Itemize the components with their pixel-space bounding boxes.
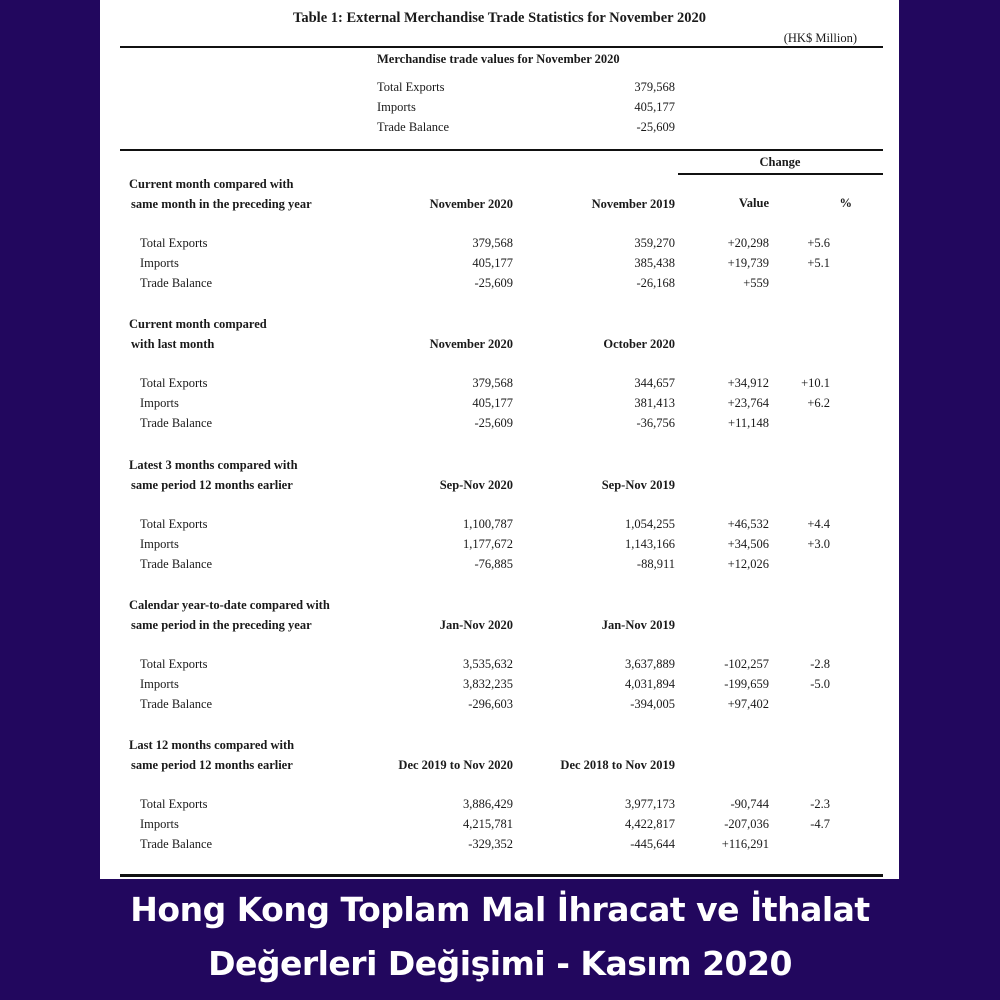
row-change-value: +116,291 [721,837,769,851]
row-comparison-value: 1,054,255 [625,517,675,531]
row-label: Imports [140,537,179,551]
summary-label: Imports [377,100,416,114]
bottom-rule [120,874,883,877]
row-change-percent: +5.6 [807,236,830,250]
column-header-current: Sep-Nov 2020 [439,478,513,492]
row-label: Total Exports [140,657,208,671]
row-current-value: 1,177,672 [463,537,513,551]
section-heading-line-2: same month in the preceding year [131,197,312,211]
row-change-value: +97,402 [727,697,769,711]
row-label: Trade Balance [140,416,213,430]
row-comparison-value: -445,644 [630,837,675,851]
row-change-percent: -4.7 [810,817,830,831]
document-panel [100,0,899,879]
row-current-value: -329,352 [468,837,513,851]
row-comparison-value: -394,005 [630,697,675,711]
row-comparison-value: -88,911 [636,557,675,571]
section-heading-line-1: Current month compared with [129,177,294,191]
row-comparison-value: 344,657 [634,376,675,390]
row-current-value: -296,603 [468,697,513,711]
row-comparison-value: 3,637,889 [625,657,675,671]
row-comparison-value: 4,422,817 [625,817,675,831]
row-label: Imports [140,396,179,410]
value-header: Value [738,196,769,210]
row-change-value: +19,739 [727,256,769,270]
column-header-current: Dec 2019 to Nov 2020 [398,758,513,772]
row-label: Total Exports [140,517,208,531]
row-comparison-value: -26,168 [636,276,675,290]
section-heading-line-1: Current month compared [129,317,267,331]
row-current-value: 405,177 [472,396,513,410]
change-header: Change [759,155,801,169]
summary-rule [120,149,883,151]
row-change-value: +23,764 [727,396,769,410]
row-change-percent: -2.8 [810,657,830,671]
row-change-value: -199,659 [724,677,769,691]
row-comparison-value: 1,143,166 [625,537,675,551]
section-heading-line-2: with last month [131,337,215,351]
summary-value: 405,177 [634,100,675,114]
summary-value: -25,609 [636,120,675,134]
column-header-comparison: November 2019 [591,197,675,211]
summary-label: Trade Balance [377,120,450,134]
table-title: Table 1: External Merchandise Trade Statistics for November 2020 [293,10,706,26]
top-rule [120,46,883,48]
row-change-percent: -5.0 [810,677,830,691]
row-comparison-value: 4,031,894 [625,677,675,691]
row-change-percent: +3.0 [807,537,830,551]
row-label: Trade Balance [140,276,213,290]
row-comparison-value: 381,413 [634,396,675,410]
row-label: Total Exports [140,797,208,811]
column-header-comparison: Dec 2018 to Nov 2019 [560,758,675,772]
row-label: Total Exports [140,236,208,250]
row-label: Imports [140,256,179,270]
summary-heading: Merchandise trade values for November 2020 [377,52,620,66]
row-label: Trade Balance [140,837,213,851]
row-current-value: 379,568 [472,376,513,390]
row-change-percent: +5.1 [807,256,830,270]
row-change-percent: +6.2 [807,396,830,410]
row-change-value: +20,298 [727,236,769,250]
row-comparison-value: 359,270 [634,236,675,250]
row-current-value: 4,215,781 [463,817,513,831]
row-change-percent: +10.1 [801,376,830,390]
column-header-current: November 2020 [429,337,513,351]
row-change-value: +46,532 [727,517,769,531]
column-header-current: Jan-Nov 2020 [439,618,513,632]
row-label: Imports [140,817,179,831]
row-current-value: 379,568 [472,236,513,250]
row-change-percent: +4.4 [807,517,830,531]
summary-value: 379,568 [634,80,675,94]
row-change-value: -102,257 [724,657,769,671]
row-current-value: 3,886,429 [463,797,513,811]
section-heading-line-1: Latest 3 months compared with [129,458,298,472]
row-label: Imports [140,677,179,691]
row-current-value: -76,885 [474,557,513,571]
row-comparison-value: 385,438 [634,256,675,270]
row-label: Total Exports [140,376,208,390]
row-current-value: -25,609 [474,276,513,290]
row-change-value: +559 [743,276,769,290]
summary-label: Total Exports [377,80,445,94]
section-heading-line-1: Last 12 months compared with [129,738,295,752]
row-comparison-value: -36,756 [636,416,675,430]
column-header-comparison: October 2020 [603,337,675,351]
section-heading-line-2: same period 12 months earlier [131,478,293,492]
row-change-percent: -2.3 [810,797,830,811]
row-change-value: -207,036 [724,817,769,831]
row-change-value: +12,026 [727,557,769,571]
column-header-comparison: Jan-Nov 2019 [601,618,675,632]
column-header-comparison: Sep-Nov 2019 [601,478,675,492]
row-change-value: +34,912 [727,376,769,390]
row-label: Trade Balance [140,697,213,711]
row-comparison-value: 3,977,173 [625,797,675,811]
row-change-value: -90,744 [730,797,769,811]
row-current-value: -25,609 [474,416,513,430]
unit-label: (HK$ Million) [783,31,857,45]
section-heading-line-1: Calendar year-to-date compared with [129,598,330,612]
column-header-current: November 2020 [429,197,513,211]
row-label: Trade Balance [140,557,213,571]
change-rule [678,173,883,175]
row-change-value: +11,148 [728,416,769,430]
percent-header: % [839,196,852,210]
section-heading-line-2: same period in the preceding year [131,618,312,632]
section-heading-line-2: same period 12 months earlier [131,758,293,772]
caption-line-1: Hong Kong Toplam Mal İhracat ve İthalat [130,890,870,929]
row-current-value: 405,177 [472,256,513,270]
row-current-value: 3,535,632 [463,657,513,671]
caption-line-2: Değerleri Değişimi - Kasım 2020 [208,944,792,983]
row-change-value: +34,506 [727,537,769,551]
row-current-value: 3,832,235 [463,677,513,691]
row-current-value: 1,100,787 [463,517,513,531]
